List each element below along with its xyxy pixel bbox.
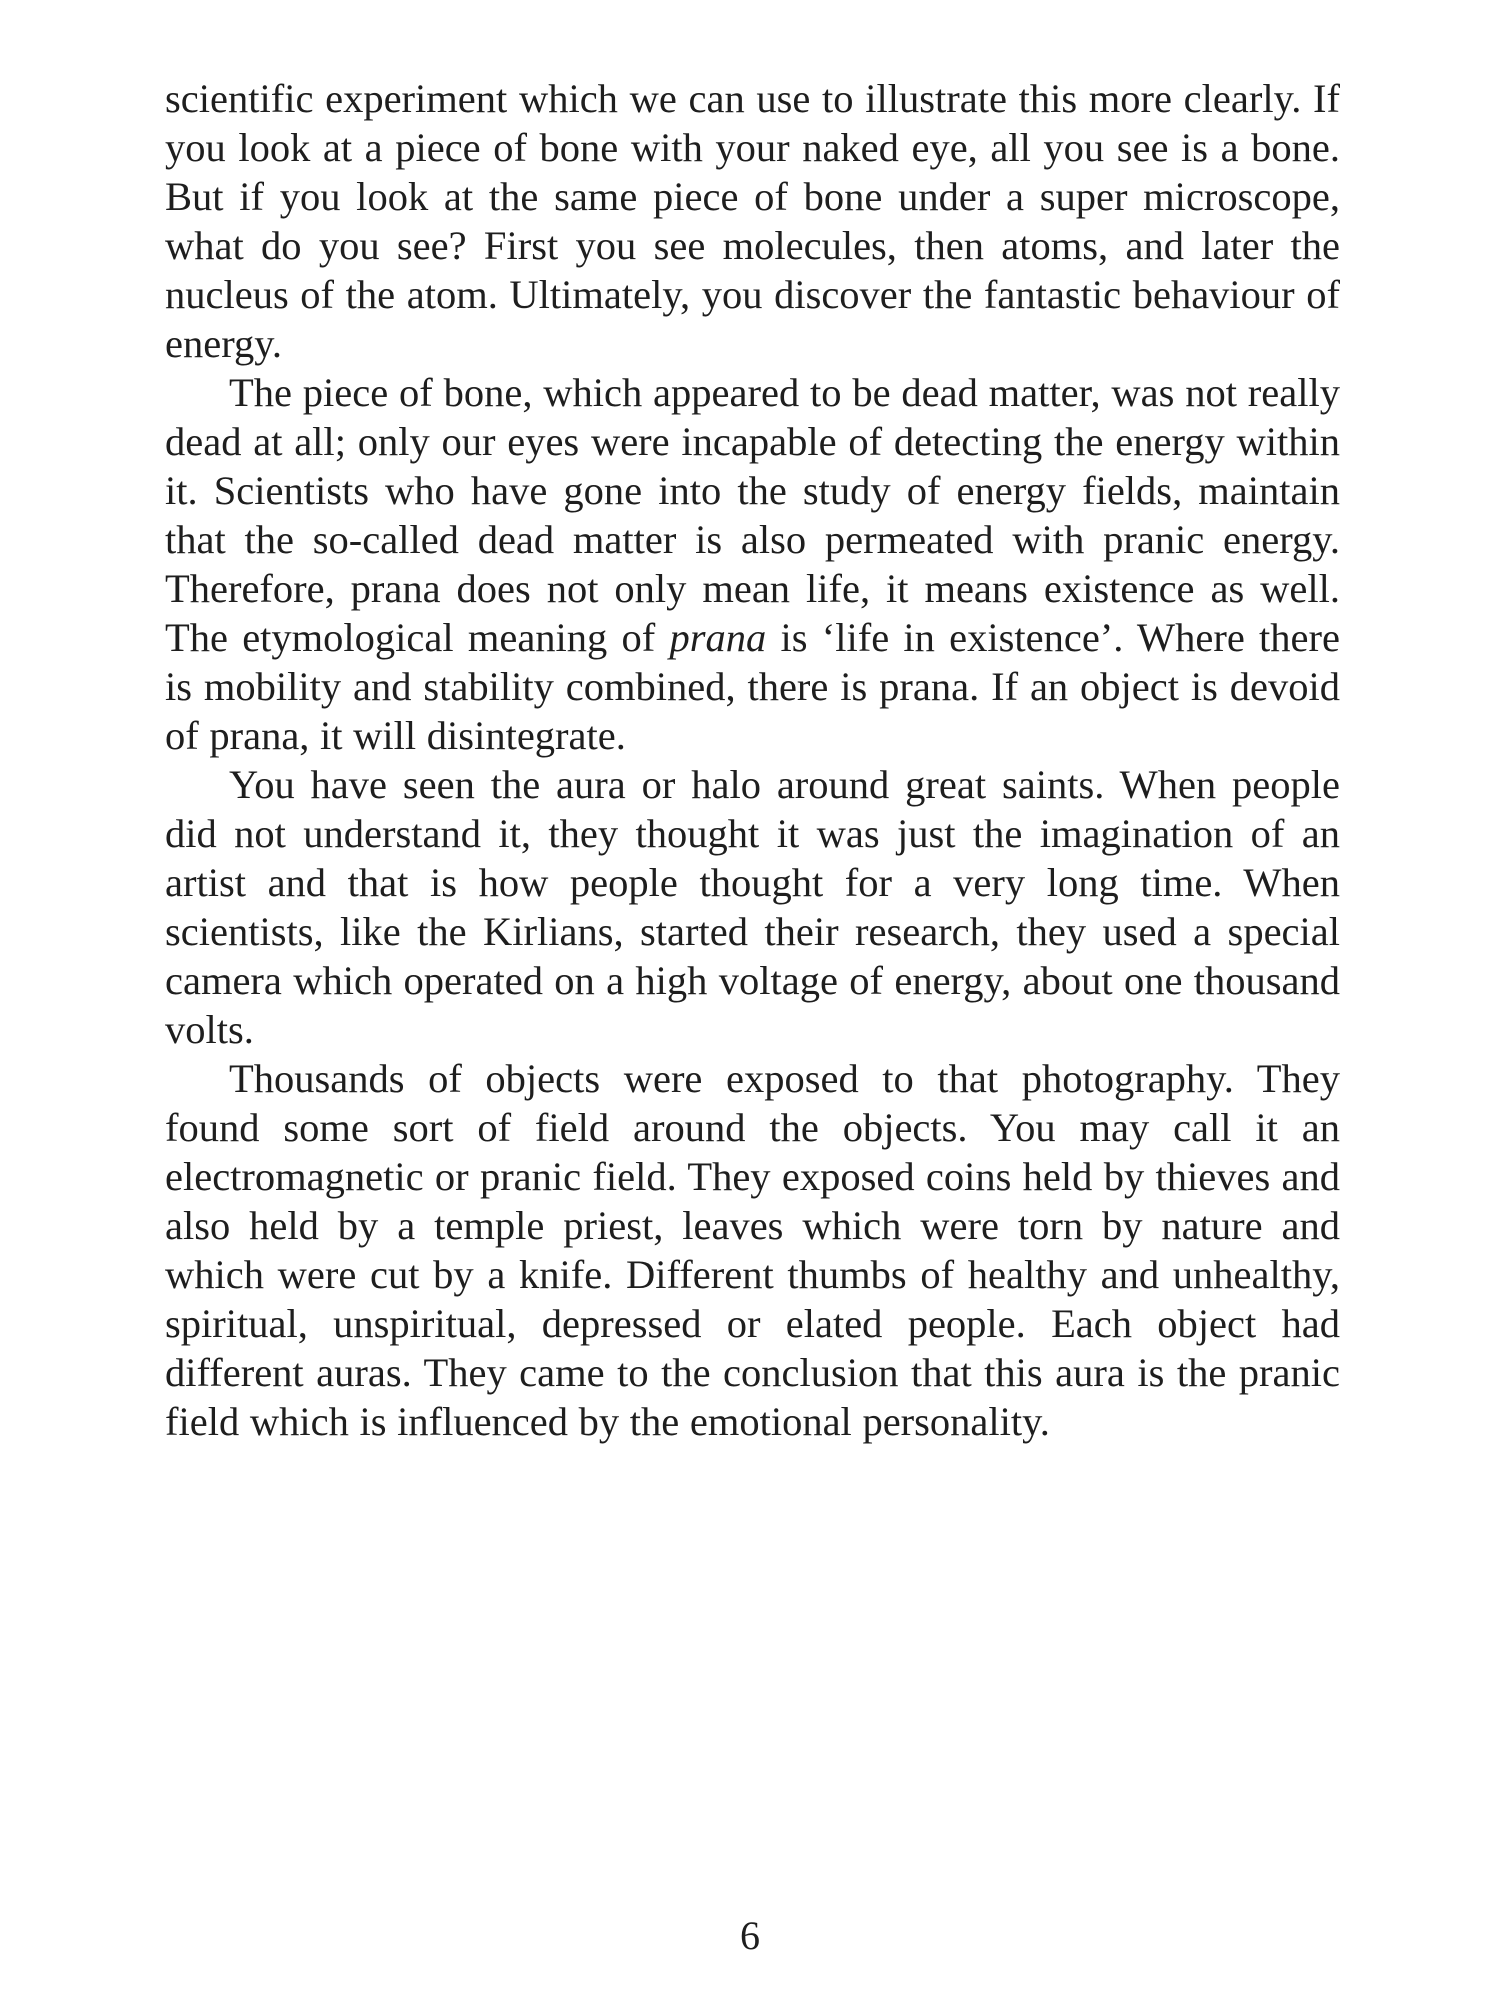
text-segment: is ‘life in existence’. Where there is mobility and stability combined, there is prana. If an object is devoid of prana, it will disintegrate. xyxy=(165,615,1340,758)
text-segment: Thousands of objects were exposed to that photography. They found some sort of field around the objects. You may call it an electromagnetic or pranic field. They exposed coins held by thieves and also held by a temple priest, leaves which were torn by nature and which were cut by a knife. Different thumbs of healthy and unhealthy, spiritual, unspiritual, depressed or elated people. Each object had different auras. They came to the conclusion that this aura is the pranic field which is influenced by the emotional personality. xyxy=(165,1056,1340,1444)
text-segment: The piece of bone, which appeared to be dead matter, was not really dead at all; only our eyes were incapable of detecting the energy within it. Scientists who have gone into the study of energy fields, maintain that the so-called dead matter is also permeated with pranic energy. Therefore, prana does not only mean life, it means existence as well. The etymological meaning of xyxy=(165,370,1340,660)
page-number: 6 xyxy=(740,1913,760,1958)
text-segment: You have seen the aura or halo around great saints. When people did not understand it, they thought it was just the imagination of an artist and that is how people thought for a very long time. When scientists, like the Kirlians, started their research, they used a special camera which operated on a high voltage of energy, about one thousand volts. xyxy=(165,762,1340,1052)
paragraph xyxy=(165,1054,1340,1446)
page-body xyxy=(165,74,1340,1446)
italic-term: prana xyxy=(669,615,767,660)
paragraph xyxy=(165,368,1340,760)
text-segment: scientific experiment which we can use to illustrate this more clearly. If you look at a piece of bone with your naked eye, all you see is a bone. But if you look at the same piece of bone under a super microscope, what do you see? First you see molecules, then atoms, and later the nucleus of the atom. Ultimately, you discover the fantastic behaviour of energy. xyxy=(165,76,1340,366)
paragraph xyxy=(165,760,1340,1054)
paragraph xyxy=(165,74,1340,368)
